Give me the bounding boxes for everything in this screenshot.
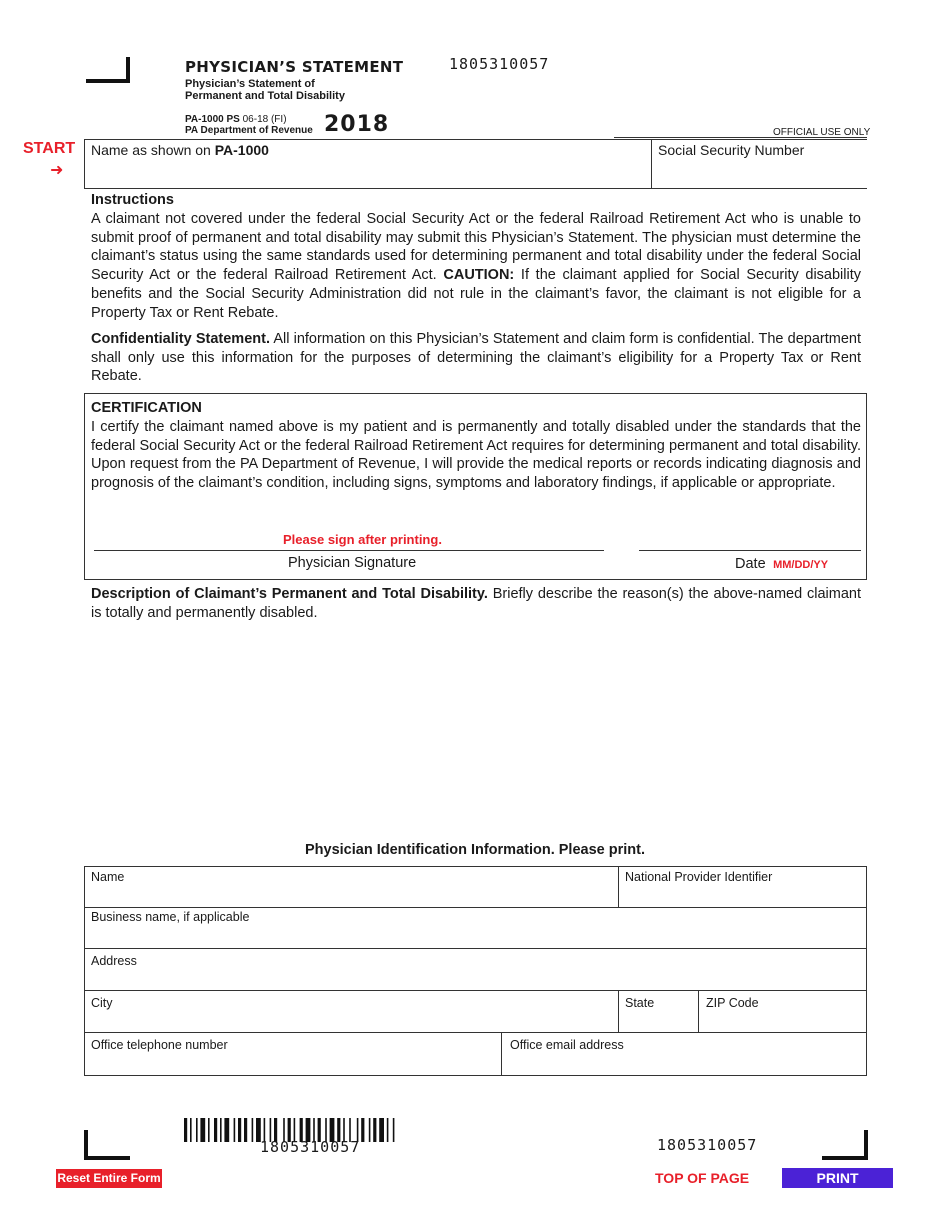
certification-text: I certify the claimant named above is my patient and is permanently and totally disabled under the standards that the federal Social Security Act or the federal Railroad Retirement Act requires for determining permanent and total disability. Upon request from the PA Department of Revenue, I will provide the medical reports or records indicating diagnosis and prognosis of the claimant’s condition, including signs, symptoms and laboratory findings, if applicable or appropriate. xyxy=(91,419,861,492)
physician-name-label: Name xyxy=(91,870,125,884)
form-year: 2018 xyxy=(324,112,390,137)
row-line-1 xyxy=(84,907,867,908)
start-arrow-icon: ➜ xyxy=(50,162,64,179)
barcode-bar xyxy=(184,1118,187,1142)
date-input[interactable] xyxy=(639,526,861,550)
npi-input[interactable] xyxy=(622,885,863,905)
barcode-bar xyxy=(393,1118,395,1142)
date-label: Date xyxy=(735,556,766,572)
row-line-4 xyxy=(84,1032,867,1033)
barcode-bar xyxy=(373,1118,376,1142)
name-ssn-bottom-line xyxy=(651,188,867,189)
barcode-number: 1805310057 xyxy=(260,1138,361,1156)
barcode-bar xyxy=(238,1118,241,1142)
state-label: State xyxy=(625,996,655,1010)
col-line-email xyxy=(501,1032,502,1076)
form-title: PHYSICIAN’S STATEMENT xyxy=(185,58,404,76)
start-label: START xyxy=(23,140,76,157)
name-label-form: PA-1000 xyxy=(214,142,269,158)
confidentiality-text xyxy=(91,330,861,386)
business-name-input[interactable] xyxy=(88,925,863,946)
zip-label: ZIP Code xyxy=(706,996,759,1010)
name-input[interactable] xyxy=(88,160,646,186)
row-line-3 xyxy=(84,990,867,991)
npi-label: National Provider Identifier xyxy=(625,870,773,884)
barcode-bar xyxy=(220,1118,222,1142)
state-input[interactable] xyxy=(622,1010,694,1030)
address-input[interactable] xyxy=(88,968,863,988)
phone-input[interactable] xyxy=(88,1052,497,1072)
reset-form-button[interactable]: Reset Entire Form xyxy=(56,1169,162,1188)
name-field-label xyxy=(91,142,269,158)
registration-mark-bottom-right xyxy=(822,1130,868,1160)
barcode-bar xyxy=(214,1118,217,1142)
col-line-state xyxy=(618,990,619,1032)
barcode-bar xyxy=(244,1118,247,1142)
instructions-text-2: If the claimant applied for Social Security disability benefits and the Social Security Administration did not rule in the claimant’s favor, the claimant is not eligible for a Property Tax or Rent Rebate. xyxy=(91,267,861,321)
date-line[interactable] xyxy=(639,550,861,551)
top-of-page-link[interactable]: TOP OF PAGE xyxy=(655,1170,750,1186)
signature-label: Physician Signature xyxy=(288,555,417,571)
email-input[interactable] xyxy=(506,1052,863,1072)
description-text xyxy=(91,585,861,622)
description-body: Briefly describe the reason(s) the above-named claimant is totally and permanently disabled. xyxy=(91,586,862,621)
business-name-label: Business name, if applicable xyxy=(91,910,250,924)
barcode-bar xyxy=(379,1118,384,1142)
confidentiality-section xyxy=(91,330,861,386)
barcode-bar xyxy=(208,1118,210,1142)
form-subtitle-2: Permanent and Total Disability xyxy=(185,90,345,102)
registration-mark-top xyxy=(86,57,130,83)
email-label: Office email address xyxy=(510,1038,624,1052)
official-use-label: OFFICIAL USE ONLY xyxy=(773,127,871,138)
address-label: Address xyxy=(91,954,137,968)
barcode-bar xyxy=(387,1118,389,1142)
form-id xyxy=(185,114,287,125)
form-id-number: PA-1000 PS xyxy=(185,114,240,125)
description-input[interactable] xyxy=(88,630,864,830)
instructions-heading: Instructions xyxy=(91,192,174,208)
instructions-text-1: A claimant not covered under the federal Social Security Act or the federal Railroad Retirement Act who is unable to submit proof of permanent and total disability may submit this Physician’s Statement. The physician must determine the claimant’s status using the same standards used for determining permanent and total disability under the federal Social Security Act or the federal Railroad Retirement Act. xyxy=(91,211,861,284)
description-heading: Description of Claimant’s Permanent and Total Disability. xyxy=(91,586,488,602)
city-input[interactable] xyxy=(88,1010,614,1030)
confidentiality-heading: Confidentiality Statement. xyxy=(91,331,270,347)
phone-label: Office telephone number xyxy=(91,1038,228,1052)
confidentiality-body: All information on this Physician’s Statement and claim form is confidential. The department shall only use this information for the purposes of determining the claimant’s eligibility for a Property Tax or Rent Rebate. xyxy=(91,331,861,385)
print-button[interactable]: PRINT xyxy=(782,1168,893,1188)
date-label-group xyxy=(735,555,828,573)
instructions-section xyxy=(91,191,861,322)
barcode-bar xyxy=(252,1118,254,1142)
name-label-prefix: Name as shown on xyxy=(91,142,215,158)
ssn-field-label: Social Security Number xyxy=(658,142,805,158)
col-line-npi xyxy=(618,866,619,907)
barcode-bar xyxy=(200,1118,205,1142)
form-revision: 06-18 (FI) xyxy=(242,114,287,125)
barcode-bar xyxy=(361,1118,364,1142)
name-field-bottom-line xyxy=(84,188,651,189)
zip-input[interactable] xyxy=(702,1010,863,1030)
caution-label: CAUTION: xyxy=(443,267,515,284)
department-name: PA Department of Revenue xyxy=(185,125,313,136)
scan-code-top: 1805310057 xyxy=(449,55,550,73)
scan-code-bottom: 1805310057 xyxy=(657,1136,758,1154)
date-format: MM/DD/YY xyxy=(773,559,829,571)
physician-name-input[interactable] xyxy=(88,885,614,905)
name-ssn-top-line xyxy=(84,139,867,140)
signature-line[interactable] xyxy=(94,550,604,551)
certification-content xyxy=(91,399,861,493)
barcode-bar xyxy=(224,1118,229,1142)
description-section xyxy=(91,585,861,622)
name-left-border xyxy=(84,139,85,189)
barcode-bar xyxy=(369,1118,371,1142)
certification-heading: CERTIFICATION xyxy=(91,400,202,416)
barcode-bar xyxy=(190,1118,192,1142)
col-line-zip xyxy=(698,990,699,1032)
barcode-bar xyxy=(234,1118,236,1142)
physician-info-heading: Physician Identification Information. Please print. xyxy=(304,842,645,858)
form-subtitle-1: Physician’s Statement of xyxy=(185,78,315,90)
name-ssn-divider xyxy=(651,139,652,189)
registration-mark-bottom-left xyxy=(84,1130,130,1160)
row-line-2 xyxy=(84,948,867,949)
barcode-bar xyxy=(196,1118,198,1142)
ssn-input[interactable] xyxy=(656,160,862,186)
sign-note: Please sign after printing. xyxy=(283,532,442,547)
city-label: City xyxy=(91,996,113,1010)
instructions-text xyxy=(91,210,861,322)
